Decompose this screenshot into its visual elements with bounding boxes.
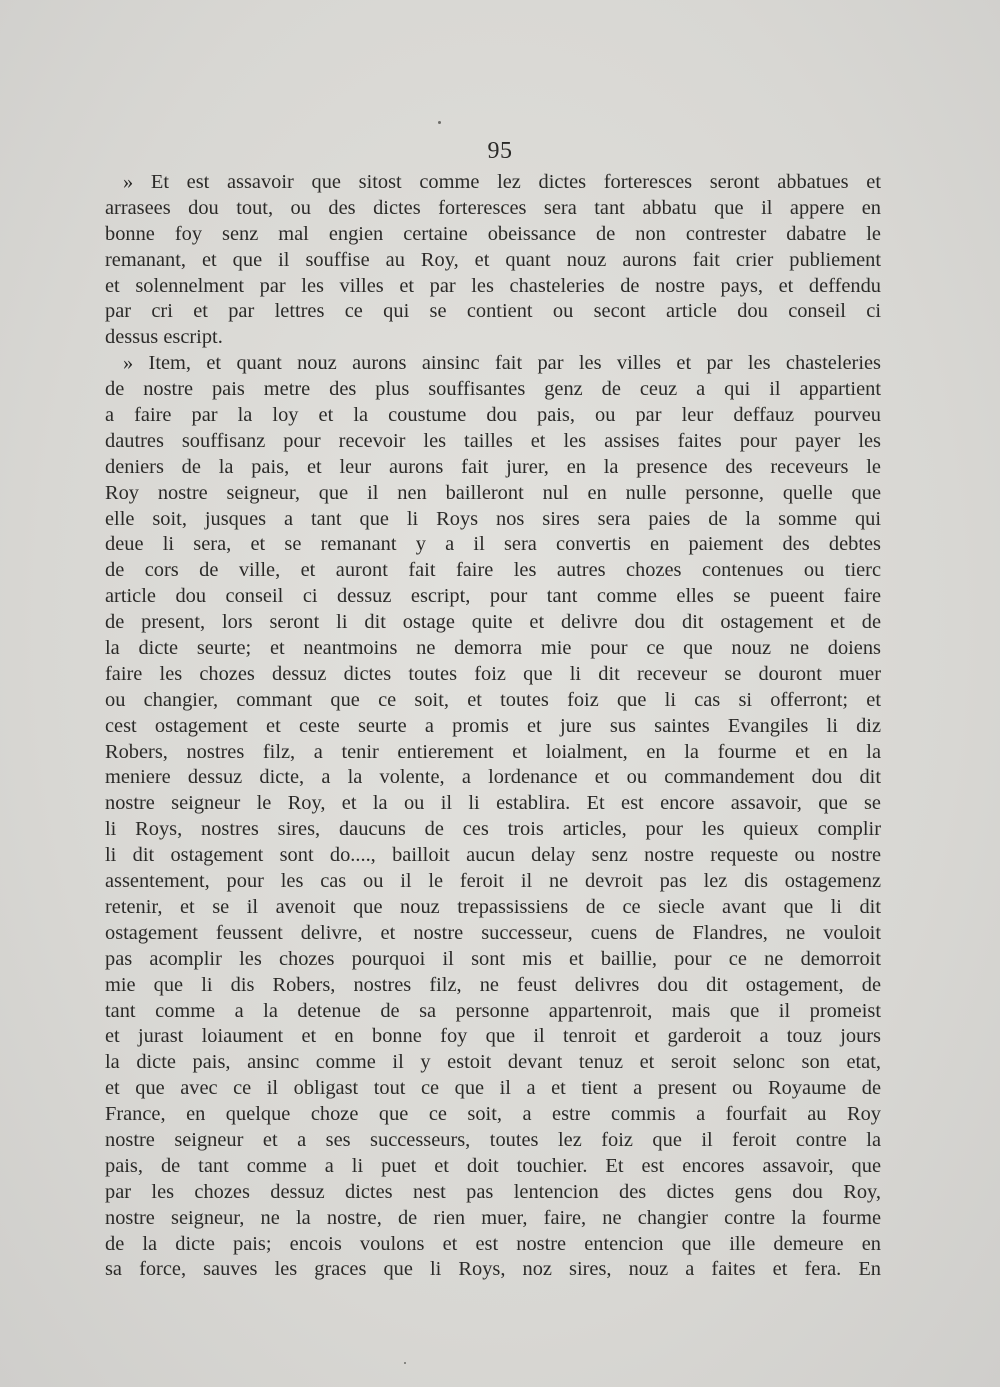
text-line: Roy nostre seigneur, que il nen bailleront nul en nulle personne, quelle que <box>105 481 881 504</box>
text-line: cest ostagement et ceste seurte a promis et jure sus saintes Evangiles li diz <box>105 714 881 737</box>
text-line: retenir, et se il avenoit que nouz trepassissiens de ce siecle avant que li dit <box>105 895 881 918</box>
ink-speck <box>438 121 441 124</box>
text-line: deniers de la pais, et leur aurons fait jurer, en la presence des receveurs le <box>105 455 881 478</box>
text-line: ou changier, commant que ce soit, et toutes foiz que li cas si offerront; et <box>105 688 881 711</box>
text-line: nostre seigneur et a ses successeurs, toutes lez foiz que il feroit contre la <box>105 1128 881 1151</box>
text-line: meniere dessuz dicte, a la volente, a lordenance et ou commandement dou dit <box>105 766 881 789</box>
text-line: » Et est assavoir que sitost comme lez dictes forteresces seront abbatues et <box>123 171 881 193</box>
text-line: par cri et par lettres ce qui se contient ou secont article dou conseil ci <box>105 300 881 323</box>
text-line: France, en quelque choze que ce soit, a estre commis a fourfait au Roy <box>105 1103 881 1126</box>
text-line: nostre seigneur le Roy, et la ou il li establira. Et est encore assavoir, que se <box>105 792 881 815</box>
text-line: a faire par la loy et la coustume dou pais, ou par leur deffauz pourveu <box>105 404 881 427</box>
text-line: pas acomplir les chozes pourquoi il sont mis et baillie, pour ce ne demorroit <box>105 947 881 970</box>
text-line: pais, de tant comme a li puet et doit touchier. Et est encores assavoir, que <box>105 1154 881 1177</box>
text-line: assentement, pour les cas ou il le feroit il ne devroit pas lez dis ostagemenz <box>105 870 881 893</box>
ink-speck <box>404 1362 406 1364</box>
text-line: la dicte seurte; et neantmoins ne demorra mie pour ce que nouz ne doiens <box>105 637 881 660</box>
text-line: li Roys, nostres sires, daucuns de ces trois articles, pour les quieux complir <box>105 818 881 841</box>
text-line: la dicte pais, ansinc comme il y estoit devant tenuz et seroit selonc son etat, <box>105 1051 881 1074</box>
text-line: dautres souffisanz pour recevoir les tailles et les assises faites pour payer les <box>105 429 881 452</box>
text-line: dessus escript. <box>105 326 223 349</box>
text-line: arrasees dou tout, ou des dictes forteresces sera tant abbatu que il appere en <box>105 196 881 219</box>
text-line: de la dicte pais; encois voulons et est nostre entencion que ille demeure en <box>105 1232 881 1255</box>
text-line: elle soit, jusques a tant que li Roys nos sires sera paies de la somme qui <box>105 507 881 530</box>
text-line: li dit ostagement sont do...., bailloit aucun delay senz nostre requeste ou nostre <box>105 844 881 867</box>
text-line: deue li sera, et se remanant y a il sera convertis en paiement des debtes <box>105 533 881 556</box>
text-line: mie que li dis Robers, nostres filz, ne feust delivres dou dit ostagement, de <box>105 973 881 996</box>
text-line: remanant, et que il souffise au Roy, et quant nouz aurons fait crier publiement <box>105 248 881 271</box>
body-text <box>105 170 881 1283</box>
page-number: 95 <box>487 138 513 164</box>
text-line: sa force, sauves les graces que li Roys, noz sires, nouz a faites et fera. En <box>105 1258 881 1281</box>
text-line: et que avec ce il obligast tout ce que il a et tient a present ou Royaume de <box>105 1077 881 1100</box>
text-line: de nostre pais metre des plus souffisantes genz de ceuz a qui il appartient <box>105 378 881 401</box>
text-line: par les chozes dessuz dictes nest pas lentencion des dictes gens dou Roy, <box>105 1180 881 1203</box>
text-line: tant comme a la detenue de sa personne appartenroit, mais que il promeist <box>105 999 881 1022</box>
text-line: » Item, et quant nouz aurons ainsinc fait par les villes et par les chasteleries <box>123 352 881 375</box>
text-line: faire les chozes dessuz dictes toutes foiz que li dit receveur se douront muer <box>105 662 881 685</box>
text-line: Robers, nostres filz, a tenir entierement et loialment, en la fourme et en la <box>105 740 881 763</box>
text-line: nostre seigneur, ne la nostre, de rien muer, faire, ne changier contre la fourme <box>105 1206 881 1229</box>
text-line: et jurast loiaument et en bonne foy que il tenroit et garderoit a touz jours <box>105 1025 881 1048</box>
text-line: de present, lors seront li dit ostage quite et delivre dou dit ostagement et de <box>105 611 881 634</box>
text-line: ostagement feussent delivre, et nostre successeur, cuens de Flandres, ne vouloit <box>105 921 881 944</box>
text-line: de cors de ville, et auront fait faire les autres chozes contenues ou tierc <box>105 559 881 582</box>
text-line: bonne foy senz mal engien certaine obeissance de non contrester dabatre le <box>105 222 881 245</box>
text-line: article dou conseil ci dessuz escript, pour tant comme elles se pueent faire <box>105 585 881 608</box>
text-line: et solennelment par les villes et par les chasteleries de nostre pays, et deffendu <box>105 274 881 297</box>
